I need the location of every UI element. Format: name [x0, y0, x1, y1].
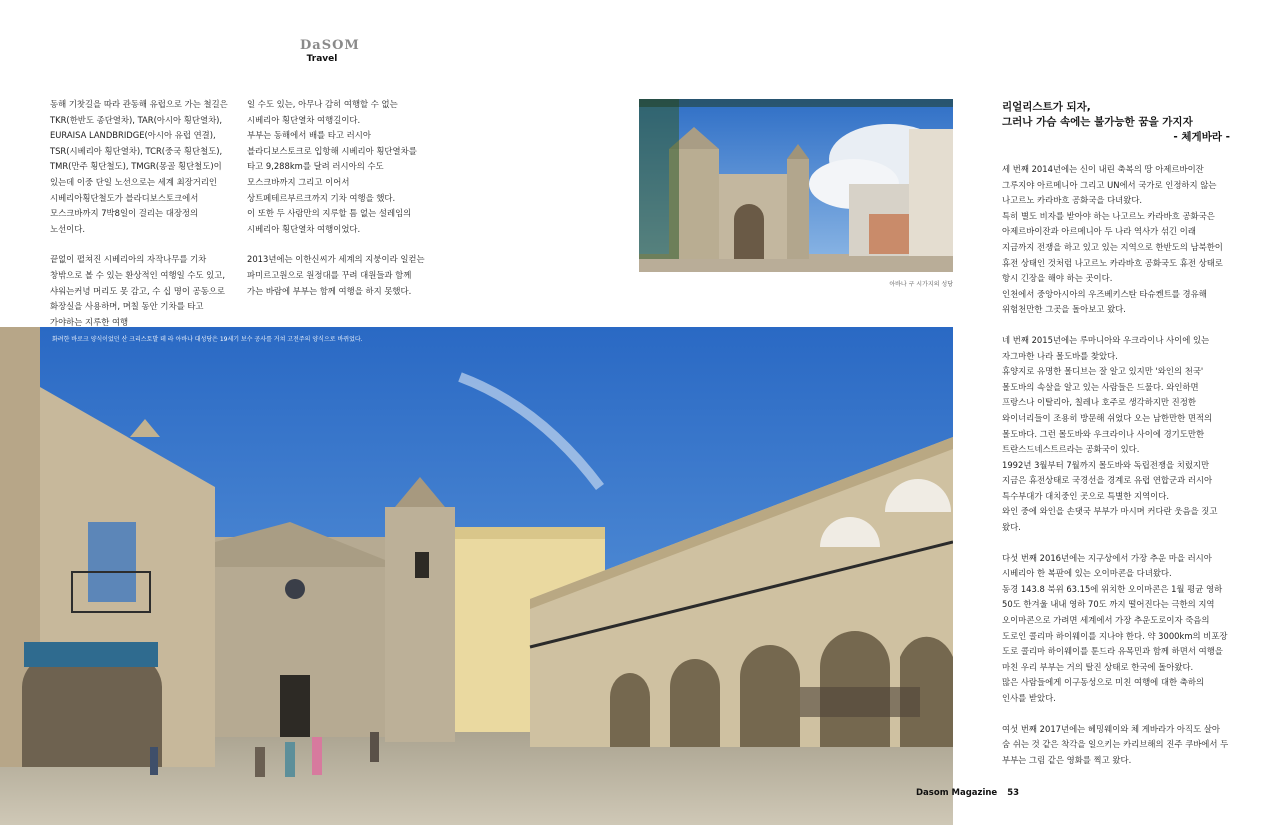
headline-line-1: 리얼리스트가 되자, [1002, 101, 1091, 113]
page-number: 53 [1007, 788, 1020, 798]
paragraph: 다섯 번째 2016년에는 지구상에서 가장 추운 마을 러시아 시베리아 한 복판에 있는 오이마콘을 다녀왔다. [1002, 552, 1212, 579]
headline-attribution: - 체게바라 - [1173, 131, 1230, 143]
paragraph: 와인 중에 와인을 손댓국 부부가 마시며 커다란 웃음을 짓고 왔다. [1002, 506, 1218, 533]
plaza-photo-caption: 화려한 바로크 양식이었던 산 크리스토발 데 라 아바나 대성당은 19세기 보수 공사를 거쳐 고전주의 양식으로 바뀌었다. [52, 336, 363, 343]
paragraph: 2013년에는 이한신씨가 세계의 지붕이라 일컫는 파미르고원으로 원정대를 꾸려 대원들과 함께 가는 바람에 부부는 함께 여행을 하지 못했다. [247, 254, 425, 296]
paragraph: 동경 143.8 북위 63.15에 위치한 오이마콘은 1월 평균 영하 50도 한겨울 내내 영하 70도 까지 떨어진다는 극한의 지역 오이마콘으로 가려면 세계에서 가장 추운도로이자 죽음의 도로인 콜리마 하이웨이를 지나야 한다. 약 3000km의 비포장 도로 콜리마 하이웨이를 툰드라 유목민과 함께 하면서 여행을 마친 우리 부부는 거의 탈진 상태로 한국에 돌아왔다. [1002, 583, 1228, 672]
paragraph: 특히 별도 비자를 받아야 하는 나고르노 카라바흐 공화국은 아제르바이잔과 아르메니아 두 나라 역사가 섞긴 이래 지금까지 전쟁을 하고 있고 있는 지역으로 한반도의 남북한이 휴전 상태인 것처럼 나고르노 카라바흐 공화국도 휴전 상태로 항시 긴장을 해야 하는 곳이다. [1002, 210, 1223, 284]
paragraph: 휴양지로 유명한 몰디브는 잘 알고 있지만 '와인의 천국' 몰도바의 속살을 알고 있는 사람들은 드물다. 와인하면 프랑스나 이탈리아, 칠레나 호주로 생각하지만 진정한 와이너리들이 조용히 방문해 쉬었다 오는 남한만한 면적의 몰도바다. 그런 몰도바와 우크라이나 사이에 경기도만한 트란스드네스트르라는 공화국이 있다. [1002, 366, 1213, 455]
paragraph: 1992년 3월부터 7월까지 몰도바와 독립전쟁을 치렀지만 지금은 휴전상태로 국경선을 경계로 유럽 연합군과 러시아 특수부대가 대치중인 곳으로 특별한 지역이다. [1002, 459, 1213, 501]
magazine-name: Dasom Magazine [916, 788, 998, 798]
plaza-photo [0, 327, 953, 825]
paragraph: 동해 기찻길을 따라 관동해 유럽으로 가는 철길은 TKR(한반도 종단열차), TAR(아시아 횡단열차), EURAISA LANDBRIDGE(아시아 유럽 연결), TSR(시베리아 횡단열차), TCR(중국 횡단철도), TMR(만주 횡단철도), TMGR(몽골 횡단철도)이 있는데 이중 단일 노선으로는 세계 최장거리인 시베리아횡단철도가 블라디보스토크에서 모스크바까지 7박8일이 걸리는 대장정의 노선이다. [50, 99, 228, 234]
paragraph: 많은 사람들에게 이구동성으로 미친 여행에 대한 축하의 인사를 받았다. [1002, 677, 1205, 703]
article-column-1 [50, 97, 228, 345]
section-label: Travel [306, 54, 338, 64]
paragraph: 세 번째 2014년에는 신이 내린 축복의 땅 아제르바이잔 그루지야 아르메니아 그리고 UN에서 국가로 인정하지 않는 나고르노 카라바흐 공화국을 다녀왔다. [1002, 164, 1217, 206]
paragraph: 끝없이 펼쳐진 시베리아의 자작나무를 기차 창밖으로 볼 수 있는 환상적인 여행일 수도 있고, 샤워는커녕 머리도 못 감고, 수 십 명이 공동으로 화장실을 사용하며, 며칠 동안 기차를 타고 가야하는 지루한 여행 [50, 254, 226, 327]
paragraph: 여섯 번째 2017년에는 헤밍웨이와 체 게바라가 아직도 살아 숨 쉬는 것 같은 착각을 일으키는 카리브해의 진주 쿠바에서 두 부부는 그림 같은 영화를 찍고 왔다. [1002, 723, 1229, 765]
article-column-2 [247, 97, 425, 314]
cathedral-photo [639, 99, 953, 272]
brand-name: DaSOM [300, 38, 360, 53]
paragraph: 부부는 동해에서 배를 타고 러시아 블라디보스토크로 입항해 시베리아 횡단열차를 타고 9,288km를 달려 러시아의 수도 모스크바까지 그리고 이어서 상트페테르부르크까지 기차 여행을 했다. [247, 130, 417, 203]
article-column-3 [1002, 162, 1230, 783]
page-footer [916, 788, 1019, 798]
quote-headline [1002, 100, 1230, 145]
paragraph: 이 또한 두 사람만의 지루할 틈 없는 설레임의 시베리아 횡단열차 여행이었다. [247, 208, 412, 234]
magazine-logo [300, 38, 360, 64]
paragraph: 인천에서 중앙아시아의 우즈베키스탄 타슈켄트를 경유해 위험천만한 그곳을 돌아보고 왔다. [1002, 288, 1207, 315]
cathedral-photo-caption: 아바나 구 시가지의 성당 [889, 281, 953, 288]
paragraph: 네 번째 2015년에는 루마니아와 우크라이나 사이에 있는 자그마한 나라 몰도바를 찾았다. [1002, 334, 1210, 361]
paragraph: 일 수도 있는, 아무나 감히 여행할 수 없는 시베리아 횡단열차 여행길이다. [247, 99, 398, 125]
headline-line-2: 그러나 가슴 속에는 불가능한 꿈을 가지자 [1002, 116, 1193, 128]
